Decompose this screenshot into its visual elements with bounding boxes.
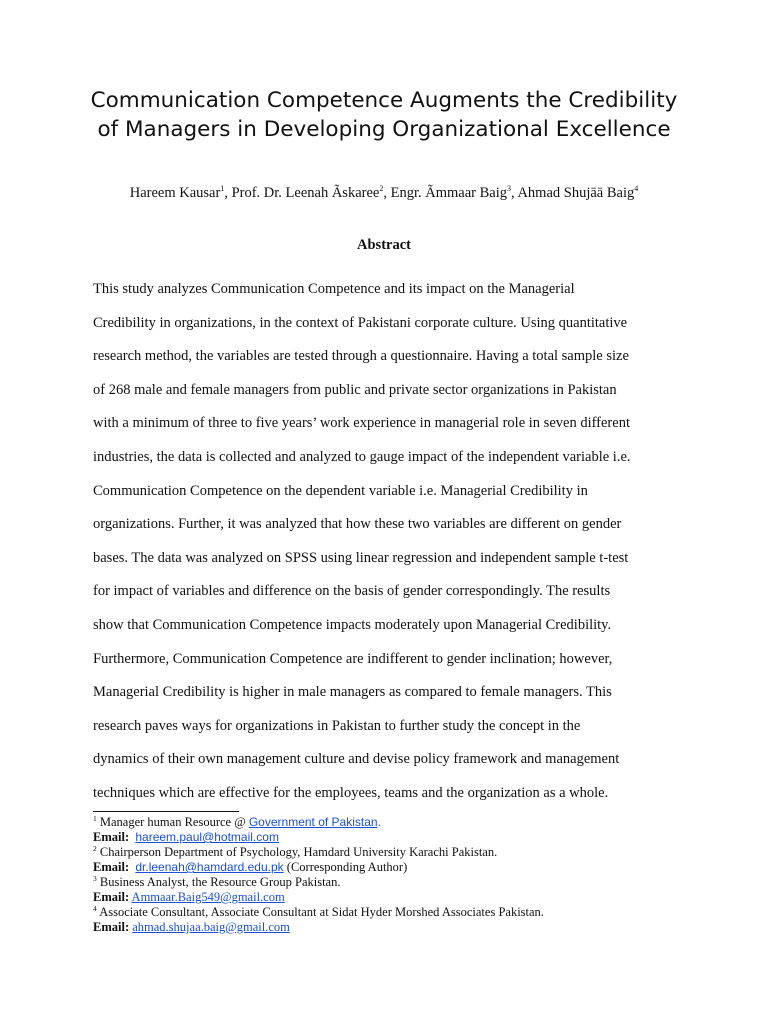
email-link[interactable]: hareem.paul@hotmail.com <box>135 830 279 844</box>
author-name: Ahmad Shujāā Baig <box>517 185 635 201</box>
author-affiliation-marker: 3 <box>506 184 511 193</box>
abstract-line: for impact of variables and difference on the basis of gender correspondingly. The results <box>93 583 611 600</box>
footnote-marker: 4 <box>93 904 97 913</box>
footnote-email-line <box>93 890 693 905</box>
author-separator: , <box>510 185 518 201</box>
abstract-line: industries, the data is collected and analyzed to gauge impact of the independent variable i.e. <box>93 448 631 465</box>
email-label: Email: <box>93 890 130 904</box>
abstract-line: Furthermore, Communication Competence are indifferent to gender inclination; however, <box>93 650 613 667</box>
footnote-marker: 1 <box>93 814 97 823</box>
abstract-line: show that Communication Competence impacts moderately upon Managerial Credibility. <box>93 616 612 633</box>
footnote-marker: 3 <box>93 874 97 883</box>
footnote-affiliation <box>93 845 693 860</box>
author-name: Hareem Kausar <box>129 185 221 201</box>
author-line <box>60 183 708 203</box>
abstract-line: This study analyzes Communication Competence and its impact on the Managerial <box>93 281 575 297</box>
footnotes <box>93 815 693 935</box>
author-affiliation-marker: 2 <box>379 184 384 193</box>
email-note: (Corresponding Author) <box>286 860 408 874</box>
footnote-affiliation <box>93 905 693 920</box>
author-name: Engr. Ãmmaar Baig <box>390 185 507 201</box>
author-affiliation-marker: 4 <box>634 184 639 193</box>
author-separator: , <box>383 185 391 201</box>
footnote-email-line <box>93 860 693 875</box>
email-label: Email: <box>93 860 130 874</box>
footnote-text: Manager human Resource @ <box>99 815 249 829</box>
abstract-line: organizations. Further, it was analyzed that how these two variables are different on gender <box>93 516 622 533</box>
author-separator: , <box>224 185 232 201</box>
footnote-email-line <box>93 830 693 845</box>
footnote-affiliation <box>93 815 693 830</box>
abstract-line: research paves ways for organizations in Pakistan to further study the concept in the <box>93 717 581 734</box>
footnote-divider <box>93 811 239 812</box>
email-link[interactable]: Ammaar.Baig549@gmail.com <box>131 890 285 904</box>
email-label: Email: <box>93 830 130 844</box>
footnote-email-line <box>93 920 693 935</box>
footnote-link[interactable]: Government of Pakistan <box>248 815 378 829</box>
author-name: Prof. Dr. Leenah Ãskaree <box>231 185 380 201</box>
email-link[interactable]: ahmad.shujaa.baig@gmail.com <box>132 920 290 934</box>
abstract-line: Managerial Credibility is higher in male managers as compared to female managers. This <box>93 684 612 701</box>
footnote-text: Associate Consultant, Associate Consultant at Sidat Hyder Morshed Associates Pakistan. <box>99 905 544 919</box>
footnote-text: Chairperson Department of Psychology, Hamdard University Karachi Pakistan. <box>99 845 498 859</box>
abstract-line: of 268 male and female managers from public and private sector organizations in Pakistan <box>93 381 617 398</box>
abstract-line: bases. The data was analyzed on SPSS using linear regression and independent sample t-test <box>93 549 629 566</box>
abstract-line: techniques which are effective for the employees, teams and the organization as a whole. <box>93 784 609 801</box>
abstract-line: dynamics of their own management culture and devise policy framework and management <box>93 751 620 768</box>
paper-title: Communication Competence Augments the Credibility of Managers in Developing Organizational Excellence <box>90 88 678 142</box>
footnote-affiliation <box>93 875 693 890</box>
abstract-line: Credibility in organizations, in the context of Pakistani corporate culture. Using quantitative <box>93 314 628 331</box>
email-label: Email: <box>93 920 130 934</box>
footnote-marker: 2 <box>93 844 97 853</box>
abstract-line: with a minimum of three to five years’ work experience in managerial role in seven different <box>93 415 630 432</box>
abstract-line: Communication Competence on the dependent variable i.e. Managerial Credibility in <box>93 482 588 499</box>
footnote-punctuation: . <box>377 815 381 829</box>
abstract-body <box>93 278 683 816</box>
footnote-text: Business Analyst, the Resource Group Pakistan. <box>99 875 341 889</box>
email-link[interactable]: dr.leenah@hamdard.edu.pk <box>135 860 284 874</box>
abstract-heading: Abstract <box>357 237 411 253</box>
abstract-line: research method, the variables are tested through a questionnaire. Having a total sample size <box>93 348 629 365</box>
author-affiliation-marker: 1 <box>220 184 225 193</box>
